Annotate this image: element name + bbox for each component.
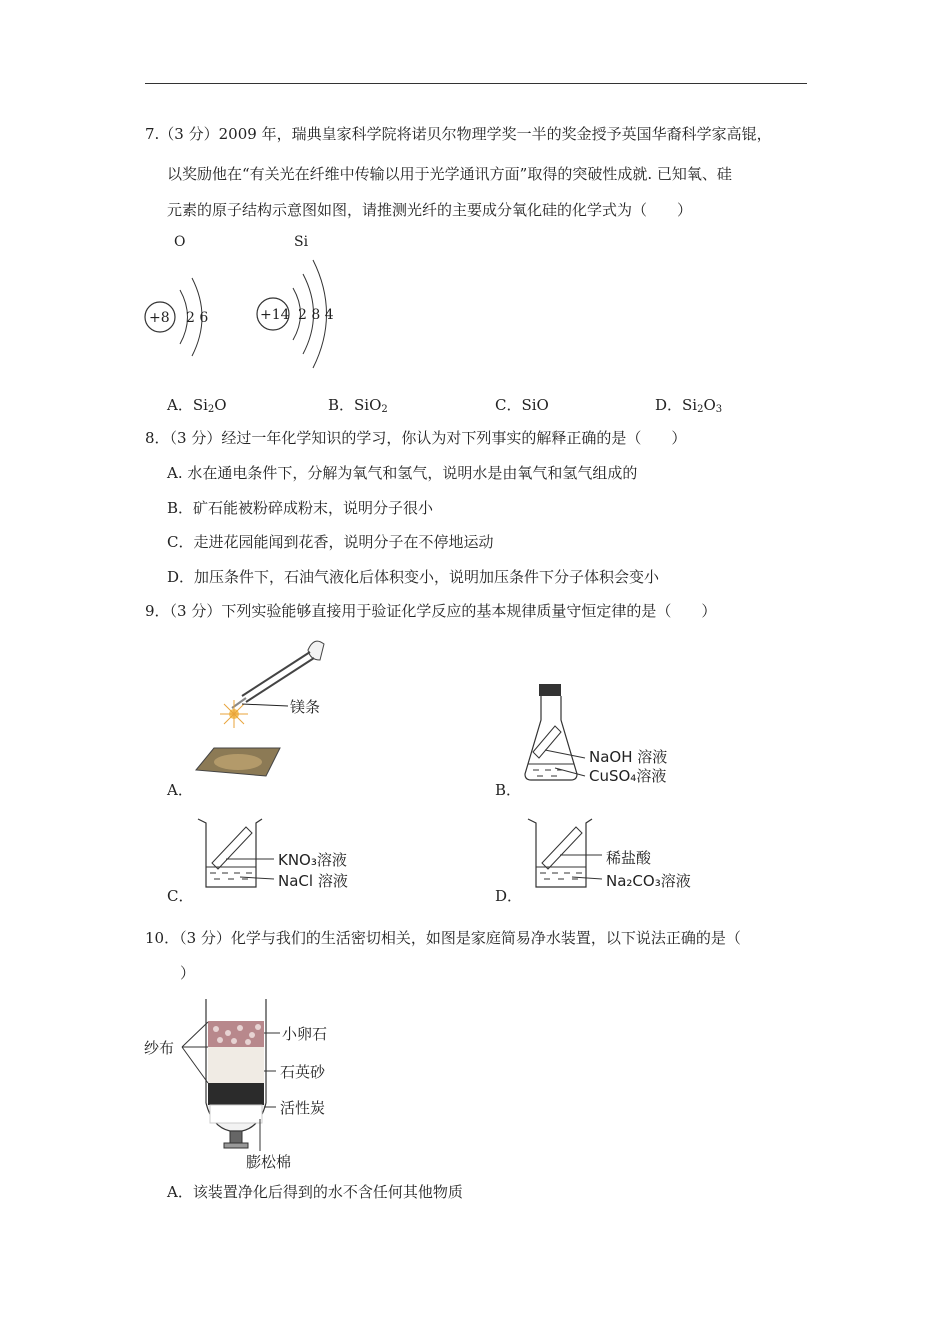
q7-option-d[interactable] — [655, 395, 722, 420]
q7-option-c-base: SiO — [521, 396, 549, 414]
test-tube-c — [212, 827, 252, 869]
beaker-d-figure — [520, 815, 710, 895]
label-line-gauze-3 — [182, 1047, 208, 1083]
q9-option-b[interactable]: B． — [495, 781, 522, 799]
label-na2co3: Na₂CO₃溶液 — [606, 872, 691, 890]
q7-option-a[interactable] — [167, 395, 227, 420]
q7-option-b-base: SiO — [354, 396, 382, 414]
q8-option-d[interactable]: D．加压条件下，石油气液化后体积变小，说明加压条件下分子体积会变小 — [167, 568, 660, 586]
label-nacl: NaCl 溶液 — [278, 872, 348, 890]
q7-option-a-base: Si — [192, 396, 208, 414]
q7-option-d-sub: 2 — [697, 404, 704, 415]
label-line-cuso4 — [555, 768, 585, 776]
label-kno3: KNO₃溶液 — [278, 851, 347, 869]
label-line-magnesium — [242, 704, 288, 706]
q7-option-c[interactable] — [495, 395, 549, 415]
q8-option-c[interactable]: C．走进花园能闻到花香，说明分子在不停地运动 — [167, 533, 494, 551]
q9-stem: 9．（3 分）下列实验能够直接用于验证化学反应的基本规律质量守恒定律的是（ ） — [145, 602, 717, 620]
beaker-c-liquid-dashes — [210, 873, 252, 879]
q7-option-d-letter: D． — [655, 396, 683, 414]
atom-structure-diagram — [140, 228, 360, 378]
q7-option-d-base: Si — [682, 396, 698, 414]
label-carbon: 活性炭 — [280, 1099, 326, 1117]
q7-option-b-sub: 2 — [381, 404, 388, 415]
si-nucleus: +14 — [260, 307, 290, 323]
hand-icon — [308, 641, 324, 660]
si-shells: 2 8 4 — [298, 307, 334, 323]
q10-option-a[interactable]: A．该装置净化后得到的水不含任何其他物质 — [167, 1183, 463, 1201]
label-hcl: 稀盐酸 — [606, 849, 652, 867]
beaker-c — [198, 819, 262, 887]
beaker-d-liquid-dashes — [540, 873, 582, 879]
tongs-lower — [246, 658, 314, 702]
label-pebble: 小卵石 — [282, 1025, 328, 1043]
outlet-nozzle — [224, 1143, 248, 1148]
q10-line2: ） — [180, 964, 196, 982]
o-symbol: O — [174, 234, 186, 250]
q7-option-a-sub: 2 — [207, 404, 215, 415]
flask-liquid-dashes — [533, 770, 563, 776]
outlet-tap-icon — [230, 1131, 242, 1143]
q8-option-a[interactable]: A. 水在通电条件下，分解为氧气和氢气，说明水是由氧气和氢气组成的 — [167, 464, 638, 482]
q10-line1: 10．（3 分）化学与我们的生活密切相关，如图是家庭简易净水装置，以下说法正确的是（ — [145, 929, 741, 947]
q9-option-a[interactable]: A． — [167, 781, 193, 799]
cotton-layer — [210, 1105, 262, 1123]
q7-option-c-letter: C． — [495, 396, 522, 414]
q7-option-a-rest: O — [214, 396, 227, 414]
label-magnesium: 镁条 — [290, 698, 321, 716]
si-symbol: Si — [294, 234, 309, 250]
beaker-c-figure — [190, 815, 380, 895]
o-shells: 2 6 — [186, 310, 209, 326]
test-tube-d — [542, 827, 582, 869]
q9-option-c[interactable]: C． — [167, 887, 194, 905]
header-rule — [145, 83, 807, 84]
q7-line3: 元素的原子结构示意图如图，请推测光纤的主要成分氧化硅的化学式为（ ） — [167, 201, 693, 219]
flask-figure — [515, 680, 695, 790]
quartz-sand-layer — [208, 1047, 264, 1083]
conical-flask — [525, 696, 577, 780]
q7-option-d-rest: O — [703, 396, 716, 414]
label-cotton: 膨松棉 — [246, 1153, 292, 1171]
o-nucleus: +8 — [149, 310, 170, 326]
label-sand: 石英砂 — [280, 1063, 326, 1081]
q8-stem: 8．（3 分）经过一年化学知识的学习，你认为对下列事实的解释正确的是（ ） — [145, 429, 687, 447]
q7-option-b-letter: B． — [328, 396, 355, 414]
activated-carbon-layer — [208, 1083, 264, 1105]
q7-option-d-sub2: 3 — [715, 404, 723, 415]
q9-option-d[interactable]: D． — [495, 887, 523, 905]
q7-option-b[interactable] — [328, 395, 388, 420]
q8-option-b[interactable]: B．矿石能被粉碎成粉末，说明分子很小 — [167, 499, 434, 517]
q7-line2: 以奖励他在“有关光在纤维中传输以用于光学通讯方面”取得的突破性成就. 已知氧、硅 — [167, 165, 732, 183]
label-naoh: NaOH 溶液 — [589, 748, 668, 766]
label-cuso4: CuSO₄溶液 — [589, 767, 667, 785]
q7-line1: 7.（3 分）2009 年，瑞典皇家科学院将诺贝尔物理学奖一半的奖金授予英国华裔科学家高锟， — [145, 125, 772, 143]
label-line-gauze-1 — [182, 1022, 208, 1047]
q7-option-a-letter: A． — [167, 396, 193, 414]
water-purifier-figure — [140, 995, 350, 1173]
label-gauze: 纱布 — [144, 1039, 175, 1057]
tongs-upper — [242, 652, 310, 696]
beaker-d — [528, 819, 592, 887]
magnesium-burning-figure — [190, 630, 360, 780]
stopper-icon — [539, 684, 561, 696]
ash-pile — [214, 754, 262, 770]
label-line-naoh — [545, 750, 585, 758]
